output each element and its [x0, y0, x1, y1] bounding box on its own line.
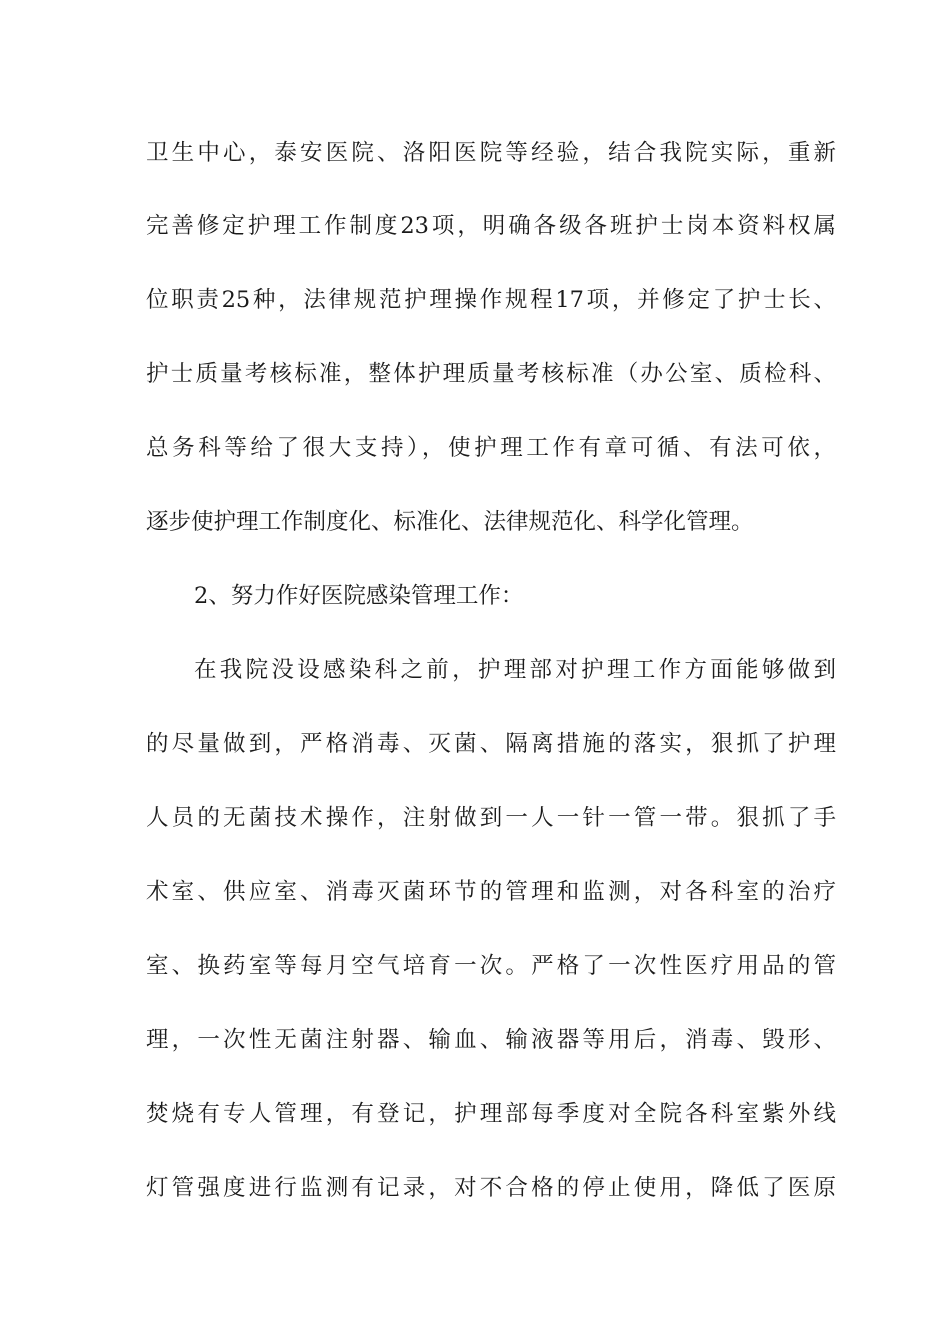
- paragraph-line: 灯管强度进行监测有记录，对不合格的停止使用，降低了医原: [146, 1175, 836, 1201]
- paragraph-line: 的尽量做到，严格消毒、灭菌、隔离措施的落实，狠抓了护理: [146, 731, 836, 757]
- paragraph-line: 在我院没设感染科之前，护理部对护理工作方面能够做到: [194, 657, 836, 683]
- paragraph-line: 术室、供应室、消毒灭菌环节的管理和监测，对各科室的治疗: [146, 879, 836, 905]
- paragraph-line: 理，一次性无菌注射器、输血、输液器等用后，消毒、毁形、: [146, 1027, 836, 1053]
- paragraph-line: 总务科等给了很大支持），使护理工作有章可循、有法可依，: [146, 435, 836, 461]
- paragraph-line: 完善修定护理工作制度23项，明确各级各班护士岗本资料权属: [146, 213, 836, 239]
- paragraph-line: 焚烧有专人管理，有登记，护理部每季度对全院各科室紫外线: [146, 1101, 836, 1127]
- paragraph-line: 室、换药室等每月空气培育一次。严格了一次性医疗用品的管: [146, 953, 836, 979]
- paragraph-line: 位职责25种，法律规范护理操作规程17项，并修定了护士长、: [146, 287, 836, 313]
- paragraph-line: 卫生中心，泰安医院、洛阳医院等经验，结合我院实际，重新: [146, 140, 836, 166]
- section-heading: 2、努力作好医院感染管理工作：: [194, 583, 524, 609]
- paragraph-line: 人员的无菌技术操作，注射做到一人一针一管一带。狠抓了手: [146, 805, 836, 831]
- paragraph-line: 护士质量考核标准，整体护理质量考核标准（办公室、质检科、: [146, 361, 836, 387]
- paragraph-line: 逐步使护理工作制度化、标准化、法律规范化、科学化管理。: [146, 509, 754, 535]
